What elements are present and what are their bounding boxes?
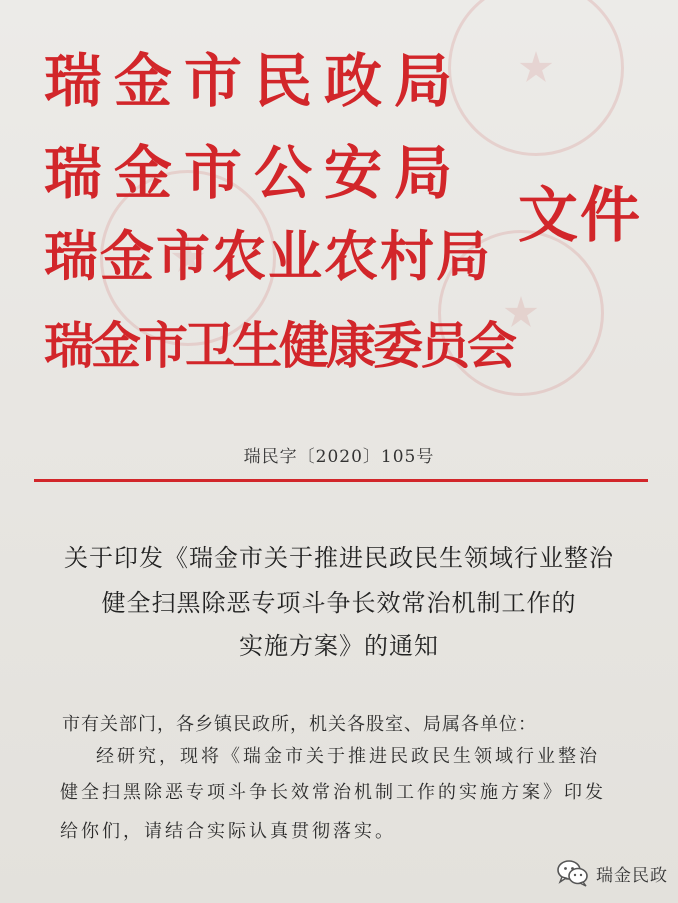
body-text-line: 经研究，现将《瑞金市关于推进民政民生领域行业整治 (96, 746, 600, 767)
salutation: 市有关部门，各乡镇民政所，机关各股室、局属各单位： (62, 714, 537, 735)
issuer-agriculture: 瑞金市农业农村局 (44, 225, 492, 288)
official-seal (448, 0, 624, 156)
notice-title-line: 关于印发《瑞金市关于推进民政民生领域行业整治 (64, 544, 614, 572)
body-text-line: 健全扫黑除恶专项斗争长效常治机制工作的实施方案》印发 (60, 782, 606, 803)
notice-title-line: 实施方案》的通知 (239, 632, 439, 660)
document-type-label: 文件 (518, 181, 642, 251)
wechat-icon (556, 858, 590, 888)
issuer-civil-affairs: 瑞金市民政局 (44, 47, 465, 115)
account-name: 瑞金民政 (596, 865, 668, 886)
body-text-line: 给你们，请结合实际认真贯彻落实。 (60, 821, 396, 842)
red-separator-line (34, 479, 648, 482)
notice-title-line: 健全扫黑除恶专项斗争长效常治机制工作的 (101, 589, 577, 617)
issuer-health-commission: 瑞金市卫生健康委员会 (44, 317, 514, 375)
wechat-watermark (556, 858, 668, 888)
issuer-public-security: 瑞金市公安局 (44, 139, 465, 207)
document-number: 瑞民字〔2020〕105号 (243, 447, 435, 467)
